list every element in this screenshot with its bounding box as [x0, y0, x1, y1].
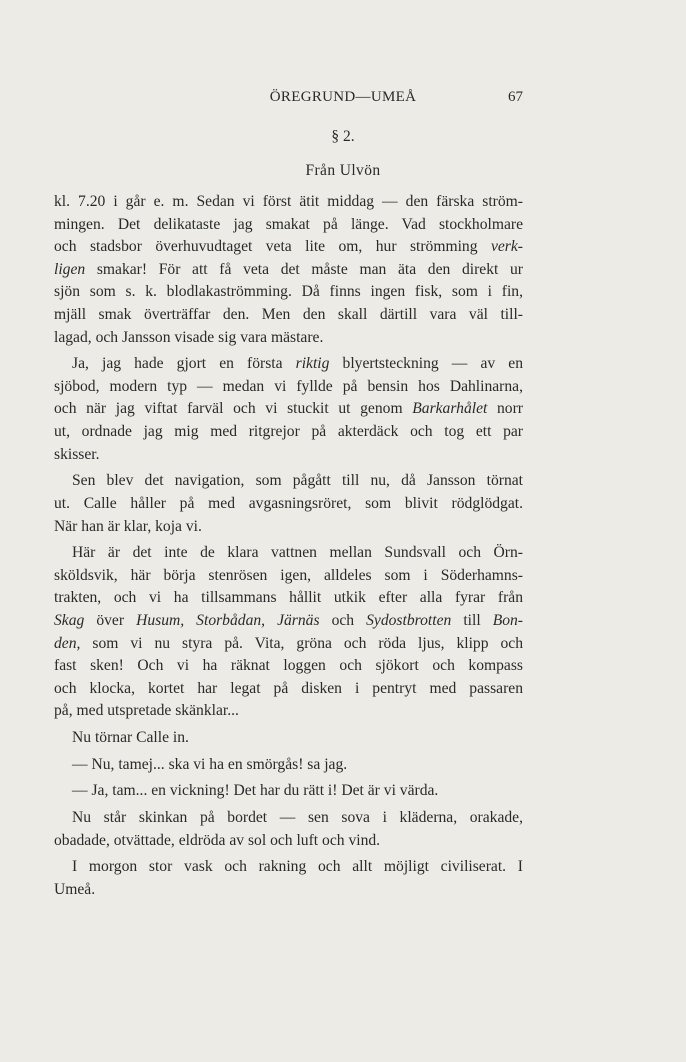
text-line [54, 610, 523, 633]
paragraph-5 [54, 727, 523, 750]
text-line: sköldsvik, här börja stenrösen igen, alldeles som i Söderhamns- [54, 566, 523, 584]
running-title: ÖREGRUND—UMEÅ [269, 89, 417, 105]
text-line: Umeå. [54, 880, 96, 898]
text-line: på, med utspretade skänklar... [54, 702, 239, 720]
text-span: blyertsteckning — av en [329, 355, 523, 373]
text-line: ut. Calle håller på med avgasningsröret, som blivit rödglödgat. [54, 494, 523, 512]
text-line: — Nu, tamej... ska vi ha en smörgås! sa jag. [72, 755, 348, 773]
text-line: sjön som s. k. blodlakaströmming. Då finns ingen fisk, som i fin, [54, 283, 523, 301]
italic-emphasis: ligen [54, 260, 86, 278]
text-span: och när jag viftat farväl och vi stuckit ut genom [54, 400, 413, 418]
text-line [54, 398, 523, 421]
text-line: obadade, otvättade, eldröda av sol och luft och vind. [54, 831, 381, 849]
place-name: Sydostbrotten [366, 611, 452, 629]
text-span: smakar! För att få veta det måste man äta den direkt ur [85, 260, 523, 278]
italic-emphasis: riktig [295, 355, 330, 373]
text-line: Nu törnar Calle in. [72, 729, 189, 747]
text-span: till [451, 611, 493, 629]
paragraph-2 [54, 353, 523, 466]
section-title: Från Ulvön [305, 162, 381, 179]
text-line: Sen blev det navigation, som pågått till nu, då Jansson törnat [72, 472, 523, 490]
text-line: kl. 7.20 i går e. m. Sedan vi först ätit middag — den färska ström- [54, 193, 523, 210]
place-name: Husum, Storbådan, Järnäs [136, 611, 320, 629]
text-span: Ja, jag hade gjort en första [72, 355, 296, 373]
text-line: mingen. Det delikataste jag smakat på länge. Vad stockholmare [54, 215, 523, 233]
paragraph-3 [54, 470, 523, 538]
text-line [54, 259, 523, 282]
text-line: Här är det inte de klara vattnen mellan Sundsvall och Örn- [72, 544, 523, 562]
text-line: skisser. [54, 445, 100, 463]
section-number: § 2. [331, 128, 355, 145]
page-number: 67 [508, 89, 523, 105]
italic-emphasis: verk- [490, 238, 523, 256]
text-line: trakten, och vi ha tillsammans hållit utkik efter alla fyrar från [54, 589, 523, 607]
text-span: över [84, 611, 137, 629]
text-span: och stadsbor överhuvudtaget veta lite om, hur strömming [54, 238, 491, 256]
place-name: Barkarhålet [412, 400, 488, 418]
text-line: mjäll smak överträffar den. Men den skall därtill vara väl till- [54, 305, 523, 323]
dialogue-line-2 [54, 780, 523, 803]
body-text [54, 191, 523, 906]
text-line [54, 236, 523, 259]
text-span: norr [487, 400, 523, 418]
text-line: I morgon stor vask och rakning och allt möjligt civiliserat. I [72, 858, 523, 876]
paragraph-7 [54, 856, 523, 901]
text-line: och klocka, kortet har legat på disken i pentryt med passaren [54, 679, 523, 697]
text-line: fast sken! Och vi ha räknat loggen och sjökort och kompass [54, 657, 523, 675]
running-head [0, 89, 686, 109]
dialogue-line-1 [54, 754, 523, 777]
text-line: lagad, och Jansson visade sig vara mästare. [54, 328, 324, 346]
text-line: När han är klar, koja vi. [54, 517, 202, 535]
text-line [54, 633, 523, 656]
text-line: — Ja, tam... en vickning! Det har du rätt i! Det är vi värda. [72, 782, 439, 800]
text-span: och [319, 611, 367, 629]
place-name: Bon- [492, 611, 523, 629]
text-line: ut, ordnade jag mig med ritgrejor på akterdäck och tog ett par [54, 423, 523, 441]
text-line: sjöbod, modern typ — medan vi fyllde på bensin hos Dahlinarna, [54, 377, 523, 395]
paragraph-6 [54, 807, 523, 852]
paragraph-1 [54, 191, 523, 349]
text-line: Nu står skinkan på bordet — sen sova i kläderna, orakade, [72, 809, 523, 827]
text-span: som vi nu styra på. Vita, gröna och röda ljus, klipp och [80, 634, 523, 652]
place-name: Skag [54, 611, 85, 629]
text-line [54, 353, 523, 376]
place-name: den, [54, 634, 81, 652]
paragraph-4 [54, 542, 523, 723]
